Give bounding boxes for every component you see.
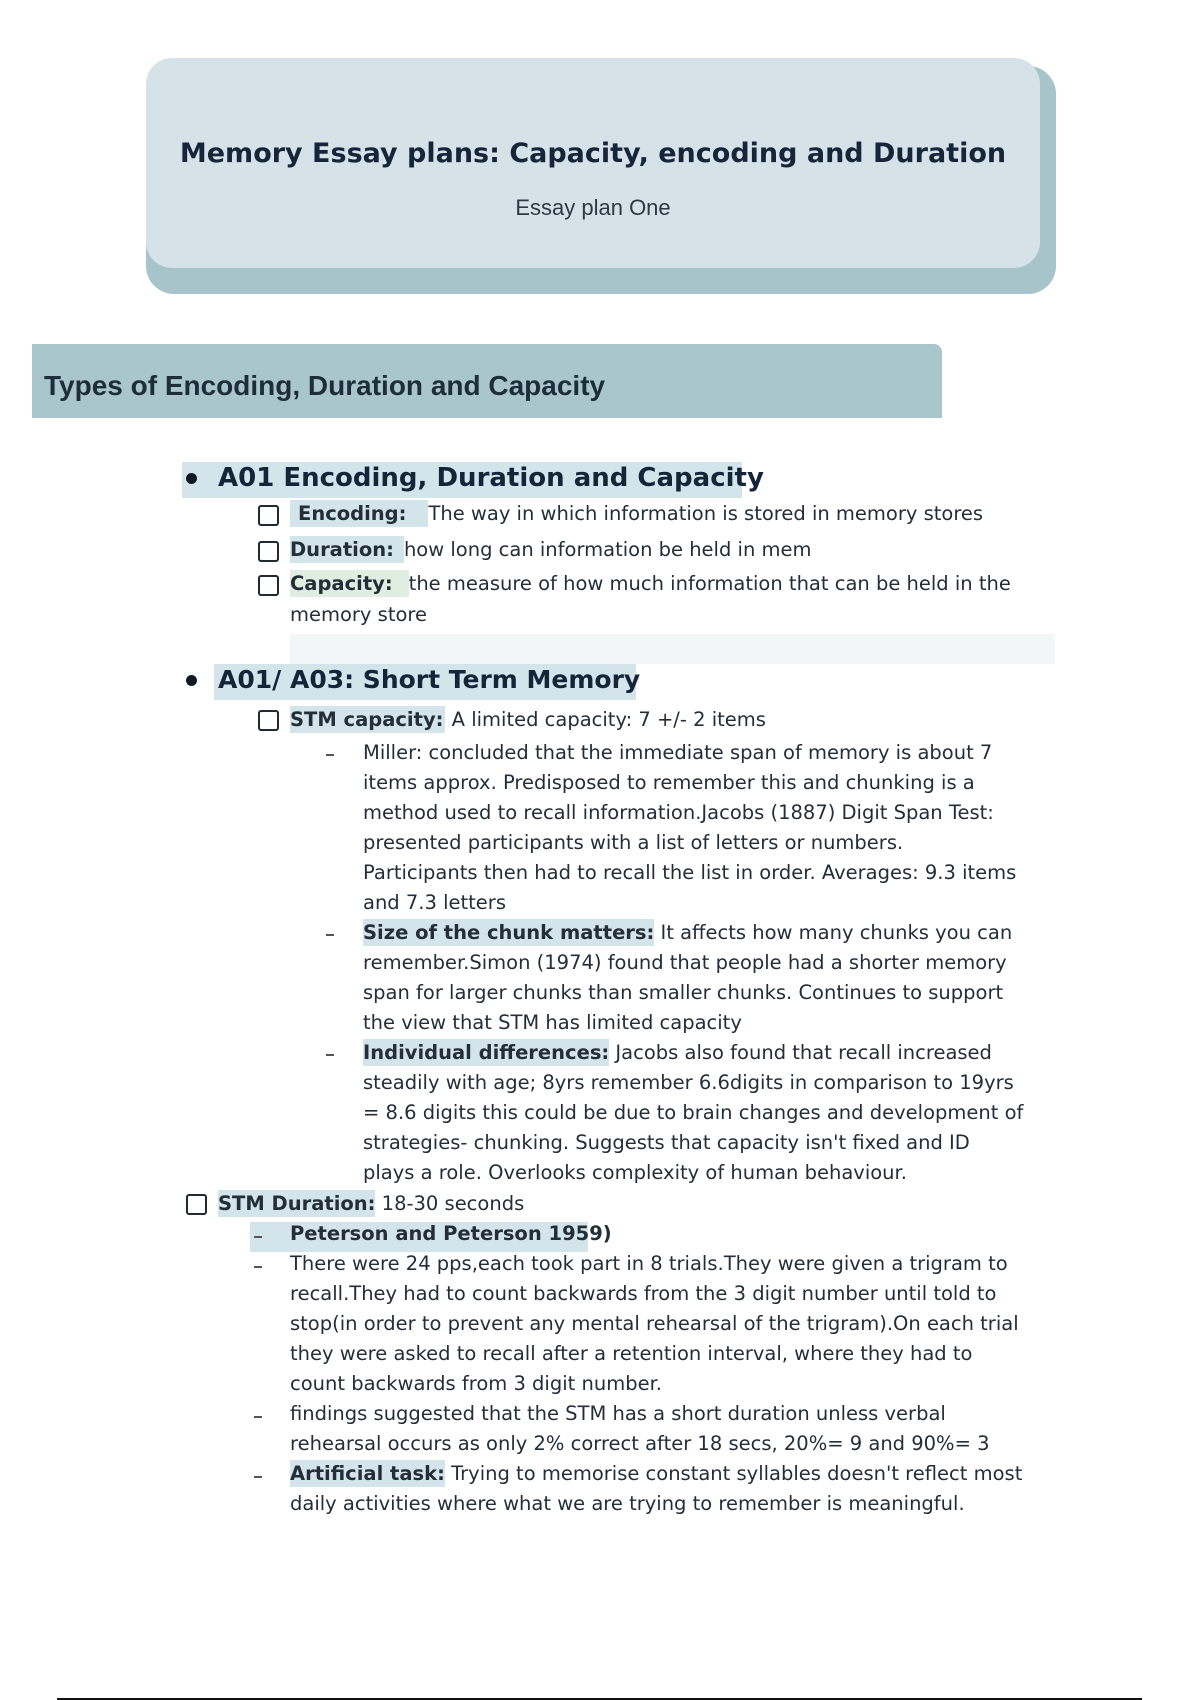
artificial-task-point: Artificial task: Trying to memorise constant syllables doesn't reflect most daily activities where what we are trying to remember is meaningful. — [290, 1462, 1023, 1515]
stm-capacity-text: A limited capacity: 7 +/- 2 items — [451, 708, 766, 731]
checkbox-encoding[interactable] — [258, 505, 279, 526]
page-subtitle: Essay plan One — [515, 195, 671, 220]
checkbox-stm-duration[interactable] — [186, 1194, 207, 1215]
peterson-procedure-point: There were 24 pps,each took part in 8 trials.They were given a trigram to recall.They had to count backwards from the 3 digit number until told to stop(in order to prevent any mental rehearsal of the trigram).On each trial they were asked to recall after a retention interval, where they had to count backwards from 3 digit number. — [290, 1252, 1019, 1395]
individual-differences-point: Individual differences: Jacobs also found that recall increased steadily with age; 8yrs remember 6.6digits in comparison to 19yrs = 8.6 digits this could be due to brain changes and development of strategies- chunking. Suggests that capacity isn't fixed and ID plays a role. Overlooks complexity of human behaviour. — [363, 1038, 1023, 1188]
page-title: Memory Essay plans: Capacity, encoding and Duration — [179, 138, 1007, 169]
title-card — [146, 58, 1040, 268]
capacity-term: Capacity: — [290, 570, 409, 597]
encoding-text: The way in which information is stored in memory stores — [428, 502, 984, 525]
a01-heading: A01 Encoding, Duration and Capacity — [218, 463, 764, 493]
checkbox-stm-capacity[interactable] — [258, 710, 279, 731]
dash-icon — [326, 754, 334, 756]
bullet-dot-icon — [186, 675, 197, 686]
section-title: Types of Encoding, Duration and Capacity — [44, 370, 606, 401]
bullet-dot-icon — [186, 473, 197, 484]
encoding-item — [290, 499, 983, 529]
checkbox-capacity[interactable] — [258, 575, 279, 596]
faint-highlight-band — [290, 634, 1055, 664]
duration-text: how long can information be held in mem — [403, 538, 812, 561]
dash-icon — [254, 1476, 262, 1478]
peterson-heading: Peterson and Peterson 1959) — [290, 1222, 612, 1245]
stm-capacity-term: STM capacity: — [290, 708, 444, 731]
stm-heading: A01/ A03: Short Term Memory — [218, 665, 641, 694]
dash-icon — [254, 1416, 262, 1418]
capacity-item — [290, 569, 1011, 599]
stm-duration-item — [218, 1189, 524, 1219]
dash-icon — [326, 1054, 334, 1056]
dash-icon — [326, 934, 334, 936]
artificial-task-term: Artificial task: — [290, 1462, 445, 1485]
findings-point: findings suggested that the STM has a short duration unless verbal rehearsal occurs as only 2% correct after 18 secs, 20%= 9 and 90%= 3 — [290, 1402, 990, 1455]
checkbox-duration[interactable] — [258, 541, 279, 562]
dash-icon — [254, 1266, 262, 1268]
stm-duration-term: STM Duration: — [218, 1192, 376, 1215]
capacity-text-line2: memory store — [290, 603, 427, 626]
duration-item — [290, 535, 812, 565]
encoding-term: Encoding: — [290, 500, 428, 527]
capacity-text: the measure of how much information that can be held in the — [408, 572, 1011, 595]
duration-term: Duration: — [290, 536, 404, 563]
stm-capacity-item — [290, 705, 766, 735]
section-banner — [32, 344, 942, 418]
chunk-size-point: Size of the chunk matters: It affects how many chunks you can remember.Simon (1974) found that people had a shorter memory span for larger chunks than smaller chunks. Continues to support the view that STM has limited capacity — [363, 921, 1013, 1034]
miller-point: Miller: concluded that the immediate span of memory is about 7 items approx. Predisposed to remember this and chunking is a method used to recall information.Jacobs (1887) Digit Span Test: presented participants with a list of letters or numbers. Participants then had to recall the list in order. Averages: 9.3 items and 7.3 letters — [363, 741, 1017, 914]
dash-icon — [254, 1236, 262, 1238]
stm-duration-text: 18-30 seconds — [375, 1192, 525, 1215]
individual-differences-term: Individual differences: — [363, 1041, 610, 1064]
chunk-size-term: Size of the chunk matters: — [363, 921, 655, 944]
